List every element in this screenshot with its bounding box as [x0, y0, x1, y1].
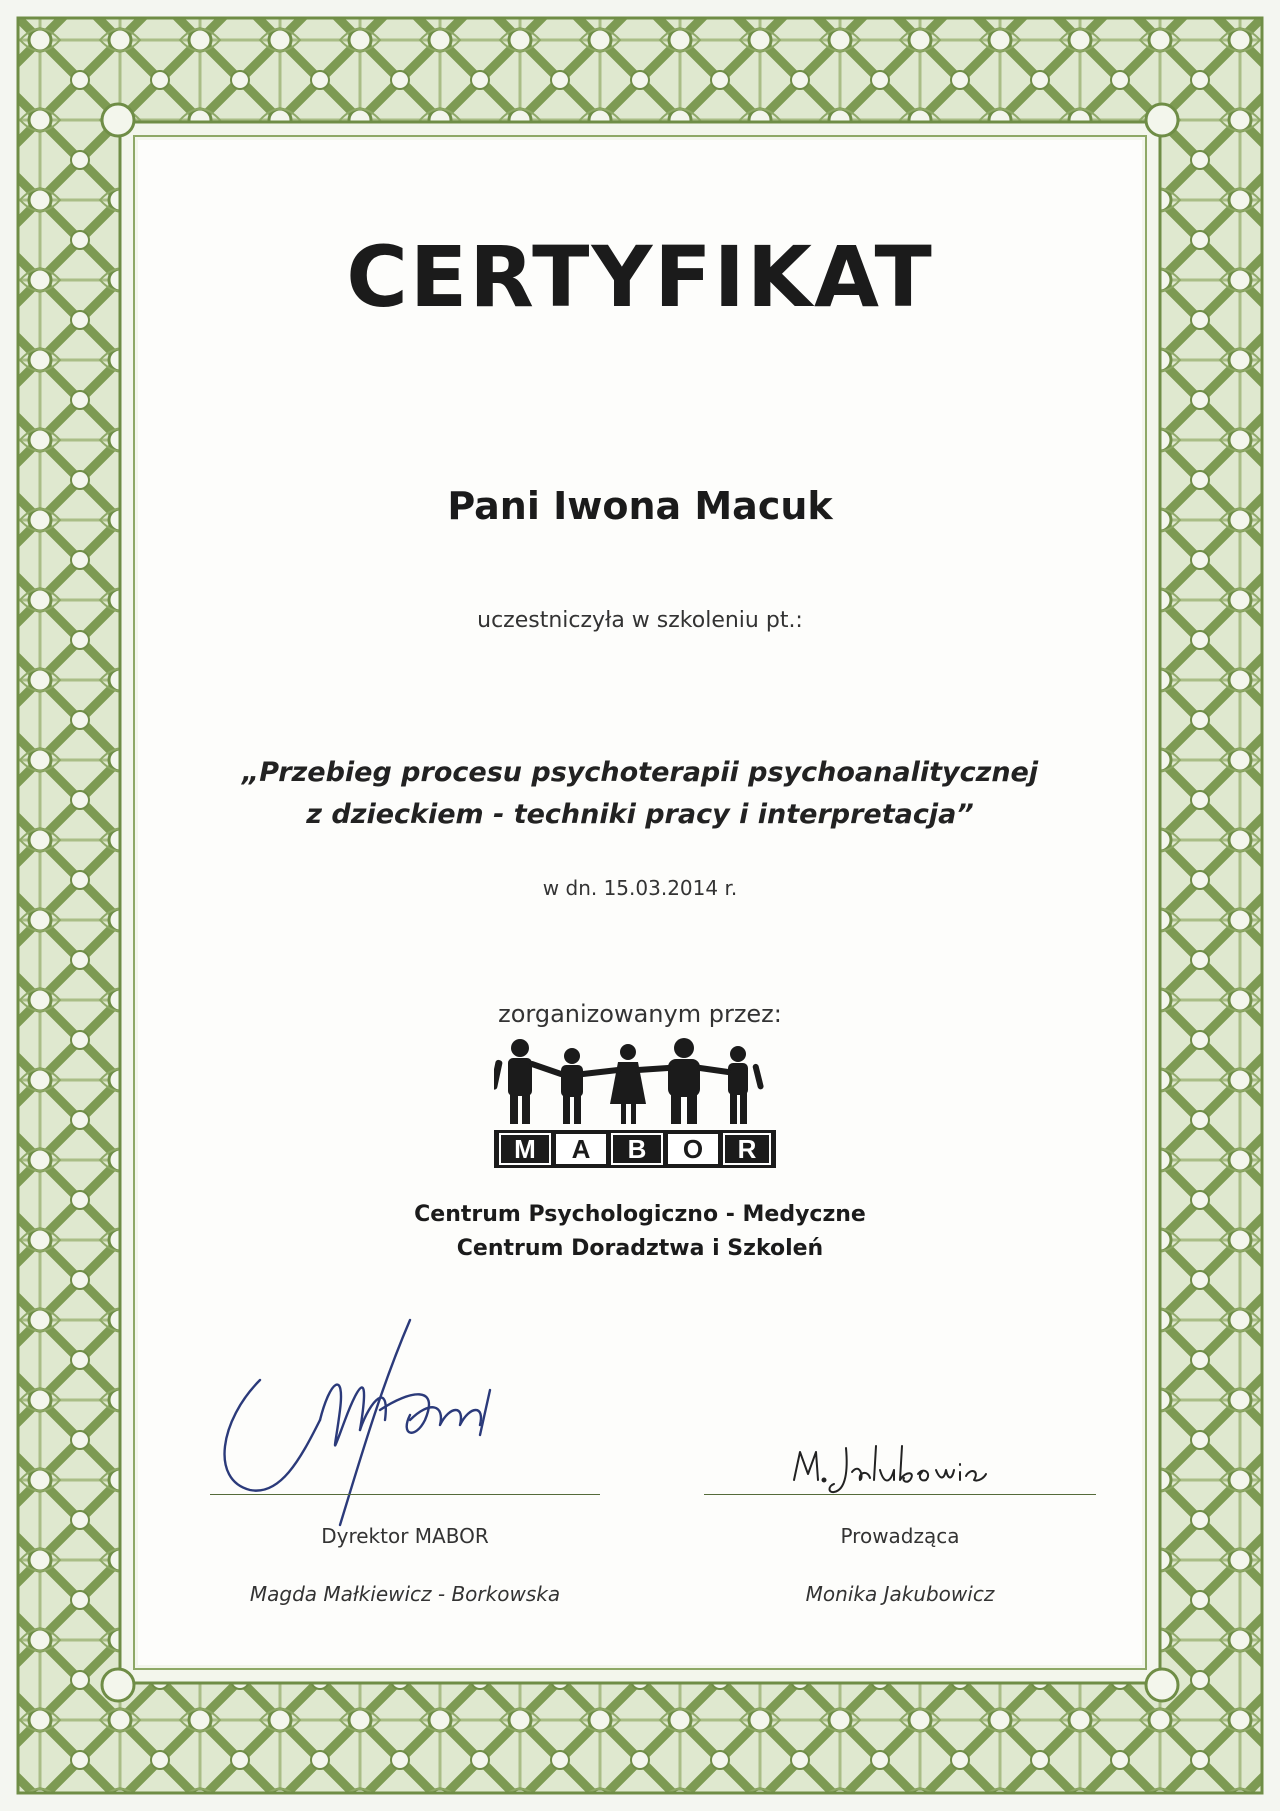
director-signature	[210, 1310, 580, 1550]
organization-name-line-1: Centrum Psychologiczno - Medyczne	[414, 1202, 866, 1227]
participation-text: uczestniczyła w szkoleniu pt.:	[477, 608, 803, 633]
instructor-signature-line	[704, 1494, 1096, 1495]
logo-letter-b: B	[627, 1134, 647, 1164]
course-title-line-2: z dzieckiem - techniki pracy i interpretacja”	[306, 799, 974, 830]
instructor-signature	[790, 1440, 990, 1500]
people-silhouettes-icon	[494, 1038, 764, 1124]
instructor-name: Monika Jakubowicz	[805, 1582, 995, 1606]
director-role: Dyrektor MABOR	[321, 1524, 489, 1548]
instructor-role: Prowadząca	[840, 1524, 960, 1548]
organized-by-label: zorganizowanym przez:	[498, 1000, 782, 1028]
logo-letter-r: R	[737, 1134, 757, 1164]
certificate-title: CERTYFIKAT	[346, 228, 934, 326]
course-title	[138, 752, 1142, 836]
recipient-name: Pani Iwona Macuk	[447, 484, 833, 528]
logo-letter-o: O	[682, 1134, 704, 1164]
logo-letter-m: M	[514, 1134, 536, 1164]
organization-name-line-2: Centrum Doradztwa i Szkoleń	[456, 1236, 824, 1261]
logo-letter-a: A	[571, 1134, 591, 1164]
mabor-logo	[494, 1036, 776, 1168]
course-title-line-1: „Przebieg procesu psychoterapii psychoanalitycznej	[241, 757, 1039, 788]
mabor-logo-letters	[494, 1130, 776, 1168]
course-date: w dn. 15.03.2014 r.	[542, 876, 738, 900]
director-name: Magda Małkiewicz - Borkowska	[249, 1582, 561, 1606]
director-signature-line	[210, 1494, 600, 1495]
